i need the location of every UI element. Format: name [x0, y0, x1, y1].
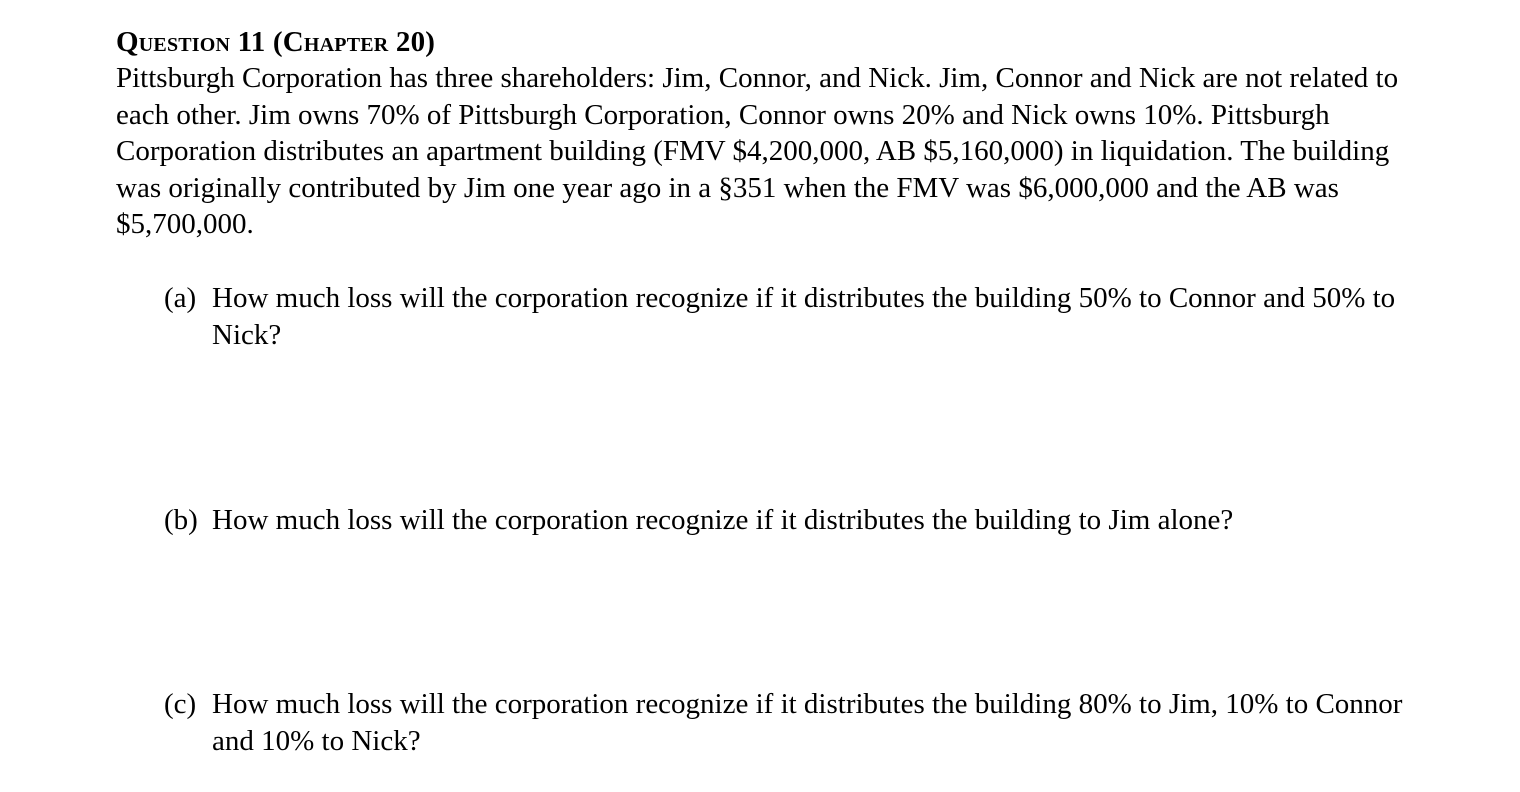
sub-question-a	[164, 280, 1436, 354]
sub-question-label: (a)	[164, 282, 197, 314]
sub-question-text: How much loss will the corporation recognize if it distributes the building 80% to Jim, 10% to Connor and 10% to Nick?	[212, 688, 1403, 757]
sub-question-label: (c)	[164, 688, 197, 720]
sub-question-c	[164, 686, 1436, 760]
sub-question-b	[164, 502, 1436, 539]
sub-question-label: (b)	[164, 504, 198, 536]
question-heading: Question 11 (Chapter 20)	[116, 26, 436, 58]
problem-statement: Pittsburgh Corporation has three shareholders: Jim, Connor, and Nick. Jim, Connor and Nick are not related to each other. Jim owns 70% of Pittsburgh Corporation, Connor owns 20% and Nick owns 10%. Pittsburgh Corporation distributes an apartment building (FMV $4,200,000, AB $5,160,000) in liquidation. The building was originally contributed by Jim one year ago in a §351 when the FMV was $6,000,000 and the AB was $5,700,000.	[116, 62, 1399, 240]
sub-question-text: How much loss will the corporation recognize if it distributes the building 50% to Connor and 50% to Nick?	[212, 282, 1396, 351]
document-page	[116, 24, 1456, 757]
sub-question-text: How much loss will the corporation recognize if it distributes the building to Jim alone?	[212, 504, 1234, 536]
